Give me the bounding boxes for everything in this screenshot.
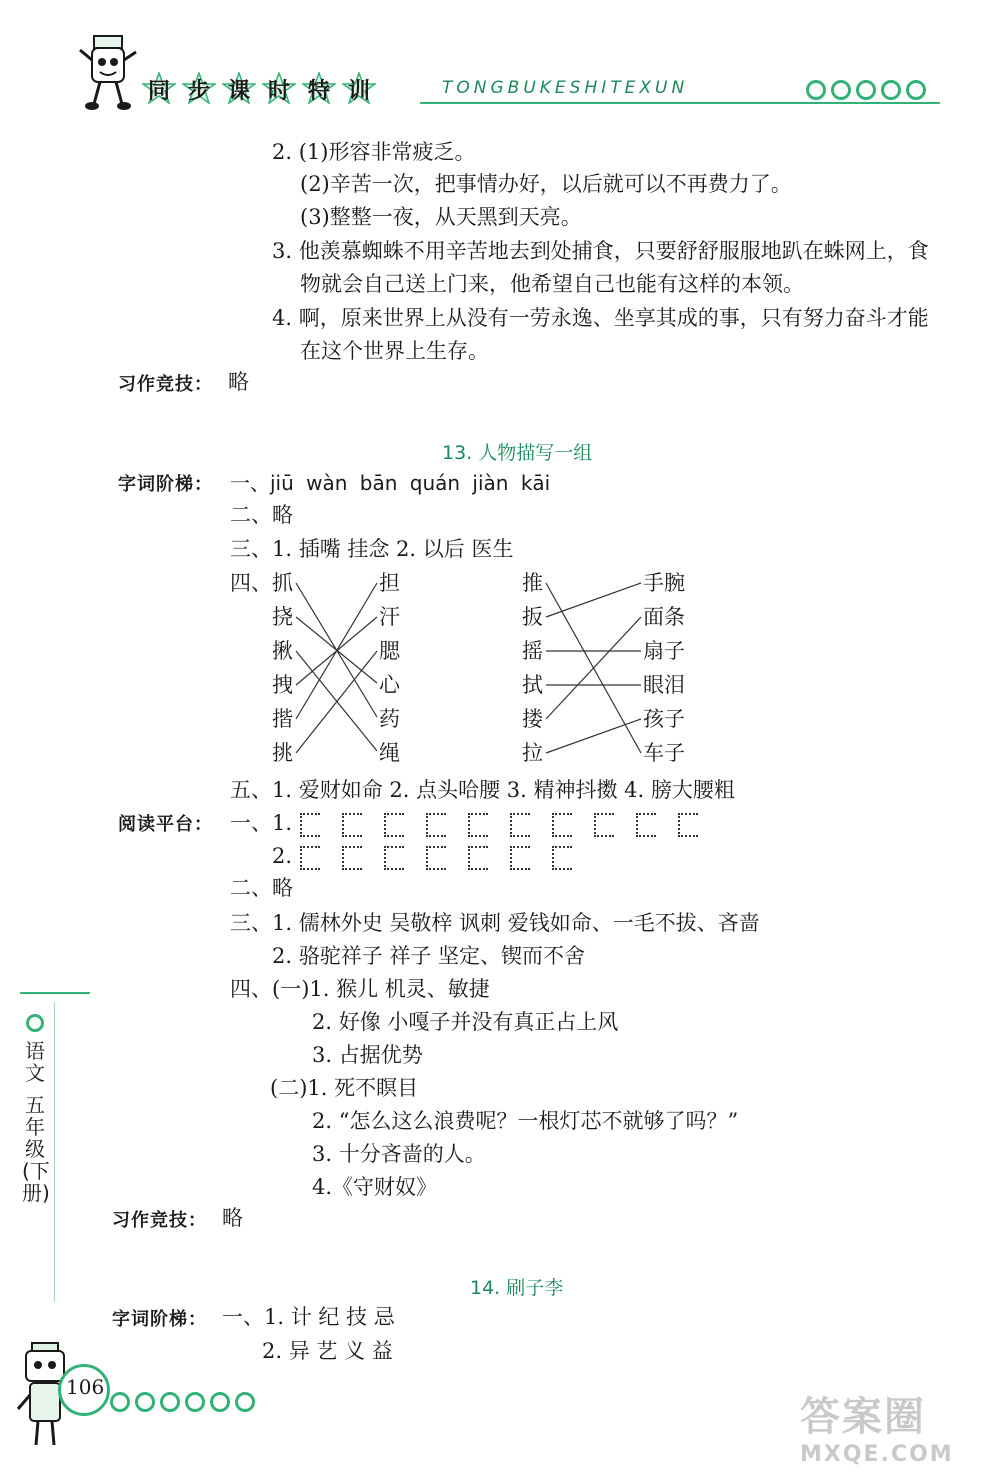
answer-line: 3. 他羡慕蜘蛛不用辛苦地去到处捕食，只要舒舒服服地趴在蛛网上，食: [272, 239, 929, 263]
answer-line: 四、: [230, 571, 272, 595]
sidebar-grade: 五年级(下册): [22, 1093, 50, 1205]
footer-rings: [110, 1392, 260, 1416]
match-word: 搂: [522, 707, 543, 731]
punctuation-blank: [468, 846, 488, 870]
answer-line: 2. (1)形容非常疲乏。: [272, 140, 476, 164]
ring-icon: [110, 1392, 130, 1412]
answer-line: 在这个世界上生存。: [300, 339, 489, 363]
match-word: 心: [379, 673, 400, 697]
answer-line: 2. 好像 小嘎子并没有真正占上风: [312, 1010, 619, 1034]
answer-line: (二)1. 死不瞑目: [270, 1076, 419, 1100]
match-word: 腮: [379, 639, 400, 663]
match-word: 药: [379, 707, 400, 731]
answer-line: 二、略: [230, 503, 293, 527]
answer-line: 一、jiū wàn bān quán jiàn kāi: [230, 471, 551, 495]
watermark-text: 答案圈: [800, 1394, 926, 1440]
punctuation-blank: [384, 846, 404, 870]
punctuation-blank: [426, 813, 446, 837]
ring-icon: [135, 1392, 155, 1412]
header-char: 特: [307, 79, 330, 104]
section-value: 略: [222, 1206, 243, 1230]
match-line: [546, 617, 641, 719]
punctuation-blank: [510, 813, 530, 837]
ring-icon: [235, 1392, 255, 1412]
answer-line: 3. 占据优势: [312, 1043, 423, 1067]
answer-line: 2. 异 艺 义 益: [262, 1339, 393, 1363]
answer-line: (2)辛苦一次，把事情办好，以后就可以不再费力了。: [300, 172, 792, 196]
match-word: 挑: [272, 741, 293, 765]
header-char: 步: [187, 79, 210, 104]
match-word: 挠: [272, 605, 293, 629]
match-word: 抓: [272, 571, 293, 595]
punctuation-blanks: [300, 846, 594, 870]
match-word: 手腕: [643, 571, 685, 595]
answer-line: 五、1. 爱财如命 2. 点头哈腰 3. 精神抖擞 4. 膀大腰粗: [230, 778, 735, 802]
punctuation-blanks: [300, 813, 720, 837]
answer-line: 三、1. 儒林外史 吴敬梓 讽刺 爱钱如命、一毛不拔、吝啬: [230, 911, 760, 935]
match-word: 扇子: [643, 639, 685, 663]
punctuation-blank: [636, 813, 656, 837]
punctuation-blank: [468, 813, 488, 837]
section-label: 习作竞技：: [112, 1210, 207, 1231]
lesson-title: 13. 人物描写一组: [442, 442, 593, 464]
match-word: 眼泪: [643, 673, 685, 697]
sidebar-rule-top: [20, 992, 90, 994]
punctuation-blank: [342, 813, 362, 837]
match-word: 推: [522, 571, 543, 595]
answer-line: (3)整整一夜，从天黑到天亮。: [300, 205, 582, 229]
match-word: 扳: [522, 605, 543, 629]
punctuation-blank: [300, 813, 320, 837]
answer-line: 四、(一)1. 猴儿 机灵、敏捷: [230, 977, 490, 1001]
section-label: 字词阶梯：: [118, 474, 213, 495]
match-line: [546, 583, 641, 617]
header-char: 训: [347, 79, 370, 104]
answer-line: 4. 啊，原来世界上从没有一劳永逸、坐享其成的事，只有努力奋斗才能: [272, 306, 929, 330]
punctuation-blank: [342, 846, 362, 870]
punctuation-blank: [300, 846, 320, 870]
match-line: [546, 719, 641, 753]
header-subtitle: TONGBUKESHITEXUN: [442, 78, 689, 98]
punctuation-blank: [594, 813, 614, 837]
ring-icon: [160, 1392, 180, 1412]
header-char: 同: [147, 79, 170, 104]
match-word: 汗: [379, 605, 400, 629]
match-word: 拽: [272, 673, 293, 697]
punctuation-blank: [384, 813, 404, 837]
answer-line: 物就会自己送上门来，他希望自己也能有这样的本领。: [300, 272, 804, 296]
punctuation-blank: [426, 846, 446, 870]
answer-line: 2.: [272, 844, 293, 868]
sidebar-ring-icon: [26, 1014, 44, 1032]
section-label: 阅读平台：: [118, 814, 213, 835]
match-word: 揪: [272, 639, 293, 663]
sidebar-rule-vertical: [54, 1002, 55, 1302]
match-word: 面条: [643, 605, 685, 629]
punctuation-blank: [552, 813, 572, 837]
section-label: 习作竞技：: [118, 374, 213, 395]
section-label: 字词阶梯：: [112, 1309, 207, 1330]
answer-line: 4.《守财奴》: [312, 1175, 438, 1199]
lesson-title: 14. 刷子李: [470, 1277, 564, 1299]
match-word: 孩子: [643, 707, 685, 731]
header-char: 时: [267, 79, 290, 104]
page-number: 106: [66, 1375, 105, 1399]
match-word: 担: [379, 571, 400, 595]
watermark-logo: [800, 1385, 980, 1465]
match-word: 拭: [522, 673, 543, 697]
ring-icon: [185, 1392, 205, 1412]
match-word: 绳: [379, 741, 400, 765]
watermark-url: MXQE.COM: [800, 1442, 954, 1467]
answer-line: 2. 骆驼祥子 祥子 坚定、锲而不舍: [272, 944, 586, 968]
punctuation-blank: [552, 846, 572, 870]
answer-line: 二、略: [230, 876, 293, 900]
answer-line: 一、1. 计 纪 技 忌: [222, 1305, 395, 1329]
header-char: 课: [227, 79, 250, 104]
punctuation-blank: [678, 813, 698, 837]
match-word: 拉: [522, 741, 543, 765]
match-word: 揩: [272, 707, 293, 731]
answer-line: 一、1.: [230, 811, 293, 835]
match-word: 车子: [643, 741, 685, 765]
answer-line: 三、1. 插嘴 挂念 2. 以后 医生: [230, 537, 514, 561]
sidebar-subject: 语文: [25, 1039, 45, 1085]
punctuation-blank: [510, 846, 530, 870]
answer-line: 2. “怎么这么浪费呢？一根灯芯不就够了吗？”: [312, 1109, 739, 1133]
ring-icon: [210, 1392, 230, 1412]
section-value: 略: [228, 370, 249, 394]
match-word: 摇: [522, 639, 543, 663]
answer-line: 3. 十分吝啬的人。: [312, 1142, 486, 1166]
